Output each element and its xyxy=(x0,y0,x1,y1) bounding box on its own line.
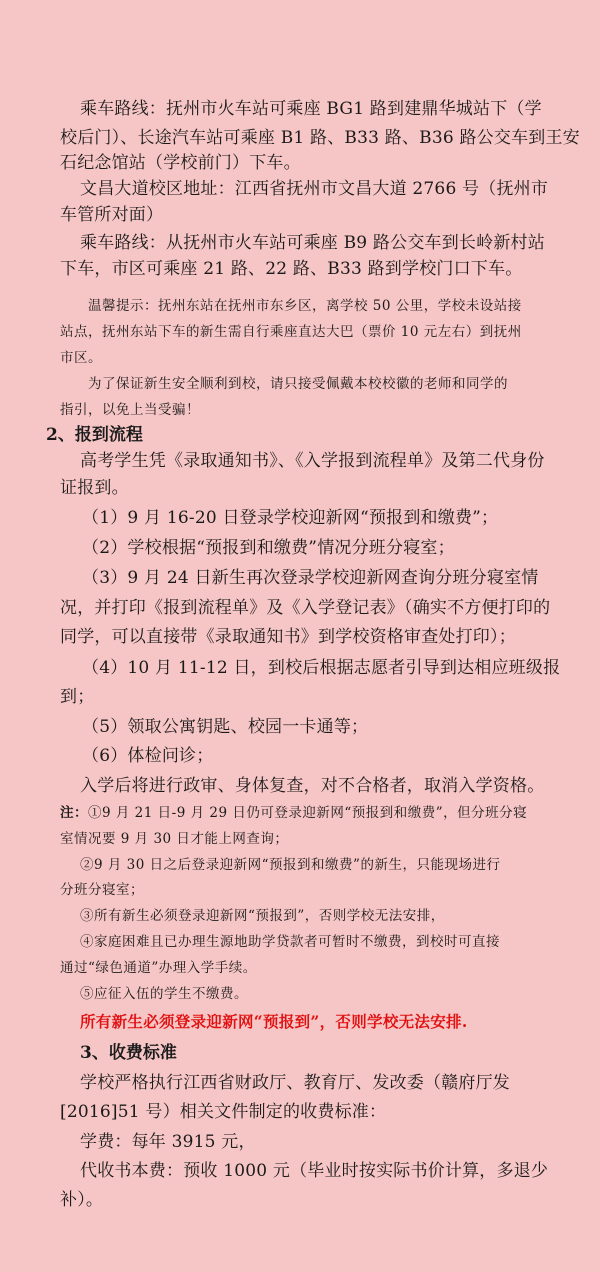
tip-line3: 市区。 xyxy=(60,350,102,366)
notes-label: 注： xyxy=(60,805,88,821)
notes-n2-line2: 分班分寝室； xyxy=(60,882,144,898)
safety-line1: 为了保证新生安全顺利到校，请只接受佩戴本校校徽的老师和同学的 xyxy=(88,376,508,392)
notes-n3: ③所有新生必须登录迎新网“预报到”，否则学校无法安排， xyxy=(80,908,445,924)
section2-after: 入学后将进行政审、身体复查，对不合格者，取消入学资格。 xyxy=(80,776,545,796)
notes-n5: ⑤应征入伍的学生不缴费。 xyxy=(80,986,248,1002)
route1-line3: 石纪念馆站（学校前门）下车。 xyxy=(60,153,301,173)
step-6: （6）体检问诊； xyxy=(82,746,214,766)
notes-n1-line2: 室情况要 9 月 30 日才能上网查询； xyxy=(60,831,289,847)
route2-line1: 乘车路线：从抚州市火车站可乘座 B9 路公交车到长岭新村站 xyxy=(80,233,545,253)
tip-line2: 站点，抚州东站下车的新生需自行乘座直达大巴（票价 10 元左右）到抚州 xyxy=(60,324,522,340)
campus-address-line1: 文昌大道校区地址：江西省抚州市文昌大道 2766 号（抚州市 xyxy=(80,179,549,199)
section2-title: 2、报到流程 xyxy=(46,425,143,445)
step-3-line2: 况，并打印《报到流程单》及《入学登记表》（确实不方便打印的 xyxy=(60,598,551,618)
tip-line1: 温馨提示：抚州东站在抚州市东乡区，离学校 50 公里，学校未设站接 xyxy=(88,298,522,314)
notes-n2-line1: ②9 月 30 日之后登录迎新网“预报到和缴费”的新生，只能现场进行 xyxy=(80,857,501,873)
step-3-line1: （3）9 月 24 日新生再次登录学校迎新网查询分班分寝室情 xyxy=(82,568,539,588)
section2-intro-line2: 证报到。 xyxy=(60,478,129,498)
section2-intro-line1: 高考学生凭《录取通知书》、《入学报到流程单》及第二代身份 xyxy=(80,451,545,471)
notes-n4-line2: 通过“绿色通道”办理入学手续。 xyxy=(60,960,257,976)
step-4-line2: 到； xyxy=(60,687,95,707)
section3-intro-line1: 学校严格执行江西省财政厅、教育厅、发改委（赣府厅发 xyxy=(80,1073,510,1093)
section3-intro-line2: [2016]51 号）相关文件制定的收费标准： xyxy=(60,1102,387,1122)
step-3-line3: 同学，可以直接带《录取通知书》到学校资格审查处打印）； xyxy=(60,627,516,647)
step-5: （5）领取公寓钥匙、校园一卡通等； xyxy=(82,717,369,737)
warning-text: 所有新生必须登录迎新网“预报到”，否则学校无法安排. xyxy=(80,1012,468,1031)
step-4-line1: （4）10 月 11-12 日，到校后根据志愿者引导到达相应班级报 xyxy=(82,658,561,678)
book-fee-line2: 补）。 xyxy=(60,1190,104,1210)
step-2: （2）学校根据“预报到和缴费”情况分班分寝室； xyxy=(82,538,455,558)
safety-line2: 指引，以免上当受骗！ xyxy=(60,402,200,418)
route2-line2: 下车，市区可乘座 21 路、22 路、B33 路到学校门口下车。 xyxy=(60,259,523,279)
step-1: （1）9 月 16-20 日登录学校迎新网“预报到和缴费”； xyxy=(82,508,499,528)
notes-n1-text: ①9 月 21 日-9 月 29 日仍可登录迎新网“预报到和缴费”，但分班分寝 xyxy=(88,805,528,821)
section3-title: 3、收费标准 xyxy=(80,1043,177,1063)
tuition-fee: 学费：每年 3915 元， xyxy=(80,1132,256,1152)
route1-line1: 乘车路线：抚州市火车站可乘座 BG1 路到建鼎华城站下（学 xyxy=(80,99,542,119)
book-fee-line1: 代收书本费：预收 1000 元（毕业时按实际书价计算，多退少 xyxy=(80,1161,549,1181)
campus-address-line2: 车管所对面） xyxy=(60,205,164,225)
notes-n1-line1 xyxy=(60,801,527,821)
route1-line2: 校后门）、长途汽车站可乘座 B1 路、B33 路、B36 路公交车到王安 xyxy=(60,128,580,148)
notes-n4-line1: ④家庭困难且已办理生源地助学贷款者可暂时不缴费，到校时可直接 xyxy=(80,934,500,950)
